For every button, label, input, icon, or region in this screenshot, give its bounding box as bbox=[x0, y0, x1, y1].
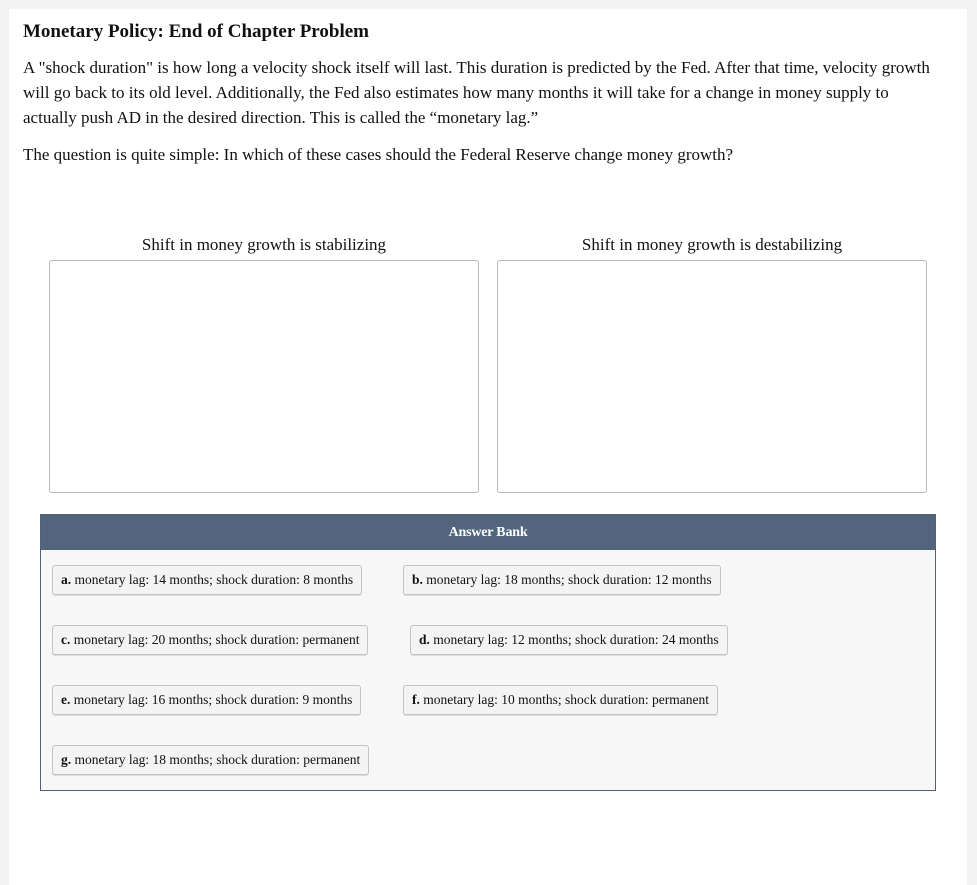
stabilizing-zone-label: Shift in money growth is stabilizing bbox=[141, 235, 387, 254]
answer-chip-letter: f. bbox=[412, 692, 420, 707]
answer-chip-text: monetary lag: 12 months; shock duration: 24 months bbox=[433, 632, 719, 647]
destabilizing-drop-zone[interactable] bbox=[497, 260, 927, 493]
answer-bank-header: Answer Bank bbox=[41, 515, 935, 550]
answer-bank bbox=[40, 514, 936, 791]
answer-chip-g[interactable] bbox=[52, 745, 369, 775]
question-paragraph: The question is quite simple: In which of these cases should the Federal Reserve change money growth? bbox=[23, 145, 734, 164]
answer-chip-text: monetary lag: 20 months; shock duration: permanent bbox=[73, 632, 360, 647]
answer-chip-a[interactable] bbox=[52, 565, 362, 595]
intro-paragraph: A "shock duration" is how long a velocity shock itself will last. This duration is predicted by the Fed. After that time, velocity growth will go back to its old level. Additionally, the Fed also estimates how many months it will take for a change in money supply to actually push AD in the desired direction. This is called the “monetary lag.” bbox=[23, 58, 930, 127]
answer-chip-text: monetary lag: 14 months; shock duration: 8 months bbox=[74, 572, 354, 587]
answer-chip-text: monetary lag: 16 months; shock duration: 9 months bbox=[73, 692, 353, 707]
destabilizing-zone-label: Shift in money growth is destabilizing bbox=[581, 235, 843, 254]
answer-chip-text: monetary lag: 10 months; shock duration: permanent bbox=[423, 692, 709, 707]
answer-chip-d[interactable] bbox=[410, 625, 728, 655]
answer-chip-letter: a. bbox=[61, 572, 72, 587]
answer-chip-c[interactable] bbox=[52, 625, 368, 655]
answer-chip-letter: c. bbox=[61, 632, 71, 647]
answer-chip-letter: e. bbox=[61, 692, 71, 707]
answer-chip-text: monetary lag: 18 months; shock duration: 12 months bbox=[426, 572, 712, 587]
answer-chip-b[interactable] bbox=[403, 565, 721, 595]
answer-chip-letter: d. bbox=[419, 632, 430, 647]
answer-chip-e[interactable] bbox=[52, 685, 361, 715]
answer-chip-text: monetary lag: 18 months; shock duration: permanent bbox=[74, 752, 361, 767]
problem-card bbox=[9, 9, 967, 885]
answer-chip-f[interactable] bbox=[403, 685, 718, 715]
answer-chip-letter: g. bbox=[61, 752, 72, 767]
answer-chip-letter: b. bbox=[412, 572, 423, 587]
page-title: Monetary Policy: End of Chapter Problem bbox=[23, 21, 370, 42]
stabilizing-drop-zone[interactable] bbox=[49, 260, 479, 493]
